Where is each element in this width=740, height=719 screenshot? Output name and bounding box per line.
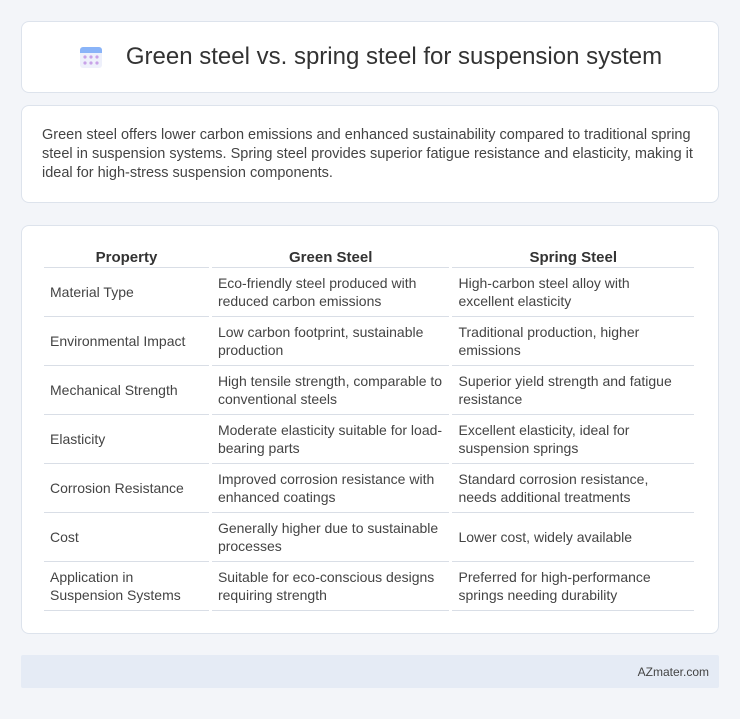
spring-steel-cell: High-carbon steel alloy with excellent elasticity: [452, 268, 694, 317]
spring-steel-cell: Excellent elasticity, ideal for suspension springs: [452, 415, 694, 464]
green-steel-cell: Improved corrosion resistance with enhanced coatings: [212, 464, 450, 513]
header-spring-steel: Spring Steel: [452, 246, 694, 268]
spring-steel-cell: Superior yield strength and fatigue resistance: [452, 366, 694, 415]
green-steel-cell: Moderate elasticity suitable for load-bearing parts: [212, 415, 450, 464]
table-row: [44, 268, 694, 317]
table-row: [44, 366, 694, 415]
property-cell: Environmental Impact: [44, 317, 209, 366]
spring-steel-cell: Standard corrosion resistance, needs additional treatments: [452, 464, 694, 513]
green-steel-cell: Low carbon footprint, sustainable production: [212, 317, 450, 366]
property-cell: Application in Suspension Systems: [44, 562, 209, 611]
calendar-icon: [78, 44, 104, 70]
property-cell: Cost: [44, 513, 209, 562]
green-steel-cell: Suitable for eco-conscious designs requiring strength: [212, 562, 450, 611]
comparison-card: [21, 225, 719, 634]
spring-steel-cell: Preferred for high-performance springs needing durability: [452, 562, 694, 611]
page-title: Green steel vs. spring steel for suspension system: [125, 43, 663, 70]
spring-steel-cell: Lower cost, widely available: [452, 513, 694, 562]
table-row: [44, 562, 694, 611]
title-card: [21, 21, 719, 93]
table-header-row: [44, 246, 694, 268]
header-property: Property: [44, 246, 209, 268]
table-row: [44, 415, 694, 464]
header-green-steel: Green Steel: [212, 246, 450, 268]
property-cell: Mechanical Strength: [44, 366, 209, 415]
summary-card: [21, 105, 719, 203]
spring-steel-cell: Traditional production, higher emissions: [452, 317, 694, 366]
green-steel-cell: Eco-friendly steel produced with reduced carbon emissions: [212, 268, 450, 317]
table-row: [44, 464, 694, 513]
table-row: [44, 513, 694, 562]
property-cell: Material Type: [44, 268, 209, 317]
green-steel-cell: Generally higher due to sustainable processes: [212, 513, 450, 562]
footer-bar: [21, 655, 719, 688]
summary-text: Green steel offers lower carbon emissions and enhanced sustainability compared to traditional spring steel in suspension systems. Spring steel provides superior fatigue resistance and elasticity, making it ideal for high-stress suspension components.: [42, 127, 693, 181]
property-cell: Corrosion Resistance: [44, 464, 209, 513]
table-row: [44, 317, 694, 366]
green-steel-cell: High tensile strength, comparable to conventional steels: [212, 366, 450, 415]
property-cell: Elasticity: [44, 415, 209, 464]
comparison-table: [41, 246, 697, 611]
footer-brand: AZmater.com: [637, 664, 709, 679]
